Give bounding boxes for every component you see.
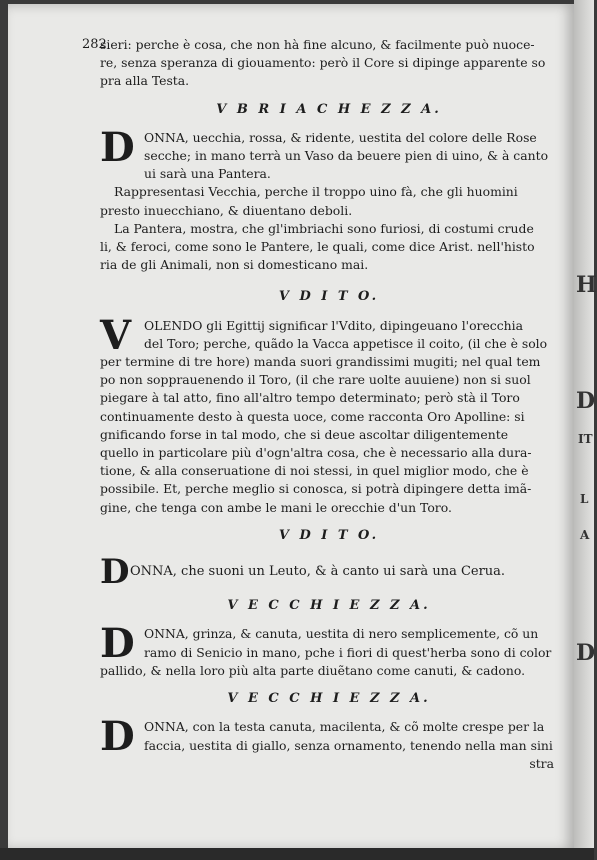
- text-line: gine, che tenga con ambe le mani le orecchie d'un Toro.: [100, 499, 452, 515]
- section-heading: V D I T O.: [278, 289, 380, 305]
- drop-capital: D: [100, 552, 130, 593]
- text-line: possibile. Et, perche meglio si conosca, si potrà dipingere detta imã-: [100, 481, 532, 497]
- catchword: stra: [529, 755, 554, 771]
- text-line: quello in particolare più d'ogn'altra cosa, che è necessario alla dura-: [100, 445, 532, 461]
- facing-page-letter: D: [576, 640, 596, 666]
- entry-paragraph: [100, 620, 558, 680]
- paragraph: [100, 220, 558, 275]
- drop-capital: V: [100, 311, 132, 359]
- entry-paragraph: [100, 713, 558, 761]
- text-line: re, senza speranza di giouamento: però il Core si dipinge apparente so: [100, 55, 546, 71]
- text-line: tione, & alla conseruatione di noi stessi, in quel miglior modo, che è: [100, 463, 529, 479]
- text-line: presto inuecchiano, & diuentano deboli.: [100, 202, 353, 218]
- section-heading: V E C C H I E Z Z A.: [227, 691, 431, 707]
- text-line: OLENDO gli Egittij significar l'Vdito, dipingeuano l'orecchia: [144, 317, 523, 333]
- section-heading: V D I T O.: [278, 527, 380, 543]
- text-line: ONNA, uecchia, rossa, & ridente, uestita del colore delle Rose: [144, 129, 537, 145]
- section-udito-2: [100, 527, 558, 593]
- text-line: ONNA, che suoni un Leuto, & à canto ui sarà una Ceruа.: [130, 564, 506, 580]
- text-line: ONNA, con la testa canuta, macilenta, & cõ molte crespe per la: [144, 719, 545, 735]
- text-line: del Toro; perche, quãdo la Vacca appetisce il coito, (il che è solo: [144, 335, 548, 351]
- intro-paragraph: [100, 36, 558, 91]
- entry-paragraph: [100, 123, 558, 184]
- page-number: 282: [82, 37, 107, 52]
- drop-capital: D: [100, 620, 135, 668]
- text-line: La Pantera, mostra, che gl'imbriachi sono furiosi, di costumi crude: [114, 220, 534, 236]
- text-line: li, & feroci, come sono le Pantere, le quali, come dice Arist. nell'histo: [100, 239, 535, 255]
- text-line: ui sarà una Pantera.: [144, 166, 271, 182]
- scan-edge: [0, 848, 594, 860]
- section-vecchiezza: [100, 597, 558, 680]
- facing-page-letter: D: [576, 388, 596, 414]
- section-ubriachezza: [100, 101, 558, 275]
- paragraph: [100, 183, 558, 219]
- facing-page-letter: H: [576, 272, 597, 298]
- text-line: pra alla Testa.: [100, 73, 190, 89]
- text-line: secche; in mano terrà un Vaso da beuere pien di uino, & à canto: [144, 148, 549, 164]
- text-line: Rappresentasi Vecchia, perche il troppo uino fà, che gli huomini: [114, 184, 518, 200]
- text-line: ONNA, grinza, & canuta, uestita di nero semplicemente, cõ un: [144, 626, 539, 642]
- entry-paragraph: [100, 552, 558, 593]
- facing-page-edge: [574, 0, 597, 860]
- section-heading: V B R I A C H E Z Z A.: [216, 101, 442, 117]
- facing-page-letter: A: [580, 528, 590, 542]
- text-line: sieri: perche è cosa, che non hà fine alcuno, & facilmente può nuoce-: [100, 37, 535, 52]
- page-text: [82, 36, 558, 773]
- text-line: piegare à tal atto, fino all'altro tempo determinato; però stà il Toro: [100, 390, 520, 406]
- text-line: po non sopprauenendo il Toro, (il che rare uolte auuiene) non si suol: [100, 372, 531, 388]
- text-line: ria de gli Animali, non si domesticano mai.: [100, 257, 369, 273]
- section-heading: V E C C H I E Z Z A.: [227, 598, 431, 614]
- section-udito: [100, 288, 558, 516]
- drop-capital: D: [100, 713, 135, 761]
- text-line: per termine di tre hore) manda suori grandissimi mugiti; nel qual tem: [100, 354, 541, 370]
- text-line: faccia, uestita di giallo, senza ornamento, tenendo nella man sini: [144, 737, 553, 753]
- facing-page-letter: L: [580, 492, 589, 506]
- text-line: pallido, & nella loro più alta parte diuẽtano come canuti, & cadono.: [100, 662, 526, 678]
- entry-paragraph: [100, 311, 558, 517]
- section-vecchiezza-2: [100, 690, 558, 773]
- drop-capital: D: [100, 123, 135, 171]
- text-line: continuamente desto à questa uoce, come racconta Oro Apolline: si: [100, 408, 525, 424]
- text-line: gnificando forse in tal modo, che si deue ascoltar diligentemente: [100, 426, 509, 442]
- facing-page-letter: IT: [578, 432, 593, 446]
- text-line: ramo di Senicio in mano, pche i fiori di quest'herba sono di color: [144, 644, 552, 660]
